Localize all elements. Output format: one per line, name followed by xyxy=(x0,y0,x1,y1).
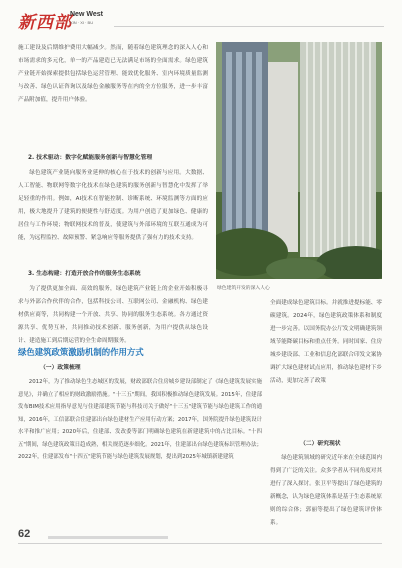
magazine-logo-english: New West xyxy=(70,11,103,18)
section-title: 绿色建筑政策激励机制的作用方式 xyxy=(18,347,144,357)
paragraph: 施工建设及后期维护费用大幅减少。然而，随着绿色建筑理念的深入人心和市场需求的多元化，单一的产品建造已无法满足市场的全面需求。绿色建筑产业链开始探索提供包括绿色运营管理、能效优化服务、室内环境质量监测与改善、绿色认证咨询以及绿色金融服务等在内的全方位服务，进一步丰富产品附加值，提升用户体验。 xyxy=(18,45,208,103)
building-illustration xyxy=(216,42,382,279)
magazine-logo: 新西部 xyxy=(18,13,72,33)
subheading-research: （二）研究现状 xyxy=(300,441,341,447)
body-paragraph-research xyxy=(270,452,382,530)
masthead xyxy=(18,8,384,32)
body-paragraph-right xyxy=(270,297,382,388)
green-building-photo xyxy=(216,42,382,279)
body-paragraph-ecosystem xyxy=(18,283,208,348)
masthead-rule xyxy=(114,26,384,27)
photo-caption: 绿色建筑开发的深入人心 xyxy=(217,286,270,291)
footer-bar xyxy=(48,536,168,539)
footer-rule xyxy=(18,543,382,544)
page-number: 62 xyxy=(18,528,31,540)
subheading-policy: （一）政策梳理 xyxy=(40,365,81,371)
paragraph: 2012年，为了推动绿色生态城区的发展，财政部联合住房城乡建设部制定了《绿色建筑发展实施意见》，并确立了相应的财政激励措施。"十三五"期间，我国积极推动绿色建筑发展。2015年，住建部发布BIM技术应用指导意见与住建部建筑节能与科技司关于做好"十三五"建筑节能与绿色建筑工作的通知，2016年，工信部联合住建部出台绿色建材生产应用行动方案；2017年，国务院提升绿色建筑设计水平和推广应用；2020年后，住建部、发改委等部门明确绿色建筑在新建建筑中的占比目标。"十四五"期间，绿色建筑政策日趋成熟，相关规范逐步细化。2021年，住建部出台绿色建筑标识管理办法；2022年，住建部发布"十四五"建筑节能与绿色建筑发展规划，提出到2025年城镇新建建筑 xyxy=(18,379,262,460)
magazine-logo-subtitle: XIN · XI · BU xyxy=(70,20,94,25)
body-paragraph-technology xyxy=(18,167,208,245)
paragraph: 绿色建筑产业链向服务业延伸的核心在于技术的创新与应用。大数据、人工智能、物联网等数字化技术在绿色建筑的服务创新与智慧化中发挥了举足轻重的作用。例如，AI技术在智能控制、诊断系统、环境监测等方面的应用，极大地提升了建筑的便捷性与舒适度。为用户创造了更加绿色、健康的居住与工作环境；物联网技术的普及，使建筑与外部环境的互联互通成为可能，为远程监控、故障预警、紧急响应等服务提供了强有力的技术支持。 xyxy=(18,170,208,241)
paragraph: 为了提供更加全面、高效的服务，绿色建筑产业链上的企业开始积极寻求与外部合作伙伴的合作，包括科技公司、互联网公司、金融机构、绿色建材供应商等，共同构建一个开放、共享、协同的服务生态系统。各方通过资源共享、优势互补，共同推动技术创新、服务创新，为用户提供从绿色设计、建造施工到后期运营的全生命周期服务。 xyxy=(18,286,208,344)
paragraph: 绿色建筑领域的研究近年来在全球范围内得到了广泛的关注。众多学者从不同角度对其进行了深入探讨。张卫平等提出了绿色建筑的新概念，认为绿色建筑体系是基于生态系统原则的综合体；郭丽等提出了绿色建筑评价体系。 xyxy=(270,455,382,526)
paragraph: 全面建成绿色建筑目标。并就推进提标能、零碳建筑。2024年，绿色建筑政策体系和制度进一步完善。以国务院办公厅发文明确建筑领域节能降碳目标和重点任务。同时国家、住房城乡建设部、工业和信息化部联合印发文案协调扩大绿色建材试点应用，推动绿色建材下乡活动，更加完善了政策 xyxy=(270,300,382,384)
subheading-ecosystem: 3. 生态构建：打造开放合作的服务生态系统 xyxy=(28,271,141,277)
body-paragraph-policy xyxy=(18,376,262,464)
body-paragraph-top xyxy=(18,42,208,107)
subheading-technology: 2. 技术驱动：数字化赋能服务创新与智慧化管理 xyxy=(28,155,153,161)
